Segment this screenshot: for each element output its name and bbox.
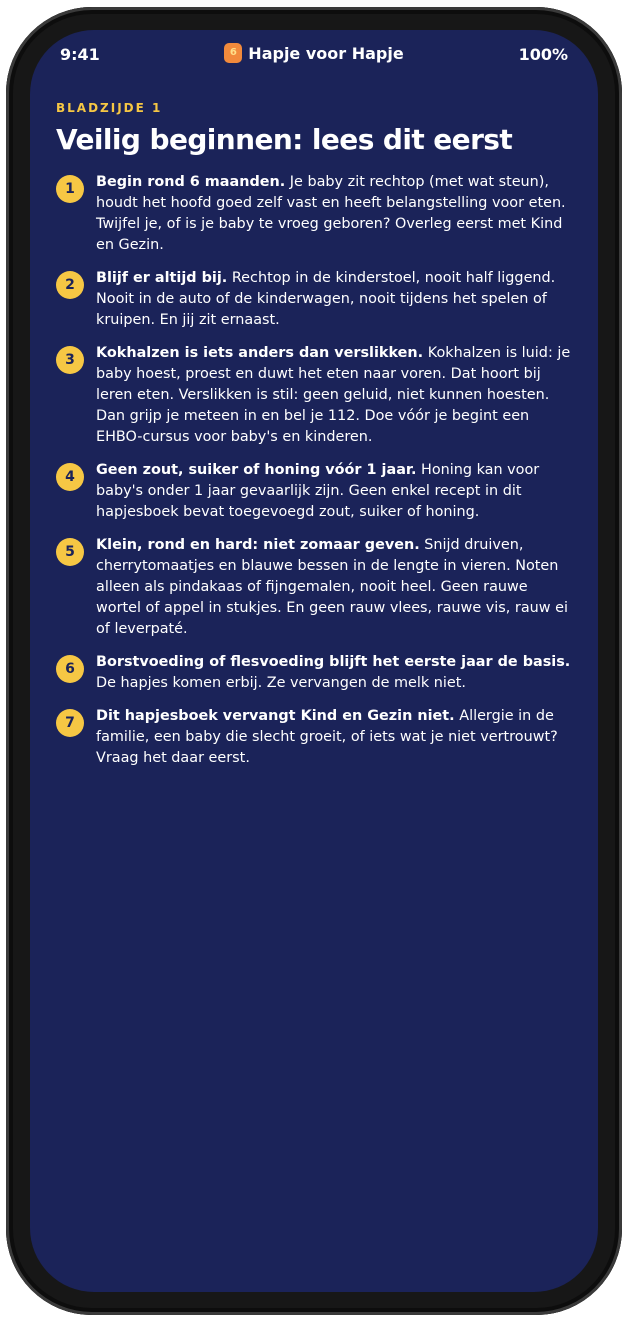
rule-lead: Borstvoeding of flesvoeding blijft het eerste jaar de basis. (96, 654, 571, 670)
rule-number-badge: 3 (56, 346, 84, 374)
rule-lead: Klein, rond en hard: niet zomaar geven. (96, 537, 420, 553)
rule-item-5 (56, 535, 576, 640)
page-eyebrow: BLADZIJDE 1 (56, 101, 163, 115)
screen (30, 30, 598, 1292)
rule-body: Allergie in de familie, een baby die slecht groeit, of iets wat je niet vertrouwt? Vraag het daar eerst. (96, 708, 558, 766)
app-header (30, 43, 598, 63)
app-logo-icon (224, 43, 242, 63)
safety-rules-list (56, 172, 576, 769)
rule-text (96, 652, 576, 694)
rule-number-badge: 6 (56, 655, 84, 683)
rule-text (96, 343, 576, 448)
rule-item-2 (56, 268, 576, 331)
page-title: Veilig beginnen: lees dit eerst (56, 123, 513, 156)
rule-text (96, 460, 576, 523)
rule-lead: Geen zout, suiker of honing vóór 1 jaar. (96, 462, 417, 478)
rule-lead: Kokhalzen is iets anders dan verslikken. (96, 345, 424, 361)
status-bar (30, 30, 598, 80)
rule-body: Snijd druiven, cherrytomaatjes en blauwe bessen in de lengte in vieren. Noten alleen als pindakaas of fijngemalen, nooit heel. Geen rauwe wortel of appel in stukjes. En geen rauw vlees, rauwe vis, rauw ei of leverpaté. (96, 537, 568, 637)
phone-frame (6, 7, 622, 1315)
rule-lead: Begin rond 6 maanden. (96, 174, 286, 190)
rule-body: Rechtop in de kinderstoel, nooit half liggend. Nooit in de auto of de kinderwagen, nooit tijdens het spelen of kruipen. En jij zit ernaast. (96, 270, 556, 328)
rule-lead: Dit hapjesboek vervangt Kind en Gezin niet. (96, 708, 455, 724)
rule-body: De hapjes komen erbij. Ze vervangen de melk niet. (96, 675, 466, 691)
rule-item-7 (56, 706, 576, 769)
battery-level: 100% (518, 45, 568, 64)
rule-text (96, 172, 576, 256)
app-title: Hapje voor Hapje (248, 44, 404, 63)
rule-body: Honing kan voor baby's onder 1 jaar gevaarlijk zijn. Geen enkel recept in dit hapjesboek bevat toegevoegd zout, suiker of honing. (96, 462, 540, 520)
rule-text (96, 706, 576, 769)
rule-item-6 (56, 652, 576, 694)
status-time: 9:41 (60, 45, 100, 64)
rule-number-badge: 7 (56, 709, 84, 737)
rule-number-badge: 1 (56, 175, 84, 203)
rule-number-badge: 5 (56, 538, 84, 566)
rule-number-badge: 2 (56, 271, 84, 299)
rule-item-1 (56, 172, 576, 256)
rule-body: Je baby zit rechtop (met wat steun), houdt het hoofd goed zelf vast en heeft belangstelling voor eten. Twijfel je, of is je baby te vroeg geboren? Overleg eerst met Kind en Gezin. (96, 174, 566, 253)
rule-item-3 (56, 343, 576, 448)
rule-text (96, 535, 576, 640)
page-content (56, 100, 576, 781)
rule-body: Kokhalzen is luid: je baby hoest, proest en duwt het eten naar voren. Dat hoort bij leren eten. Verslikken is stil: geen geluid, niet kunnen hoesten. Dan grijp je meteen in en bel je 112. Doe vóór je begint een EHBO-cursus voor baby's en kinderen. (96, 345, 571, 445)
rule-text (96, 268, 576, 331)
rule-item-4 (56, 460, 576, 523)
rule-number-badge: 4 (56, 463, 84, 491)
rule-lead: Blijf er altijd bij. (96, 270, 228, 286)
app-logo-glyph: 6 (229, 47, 237, 58)
